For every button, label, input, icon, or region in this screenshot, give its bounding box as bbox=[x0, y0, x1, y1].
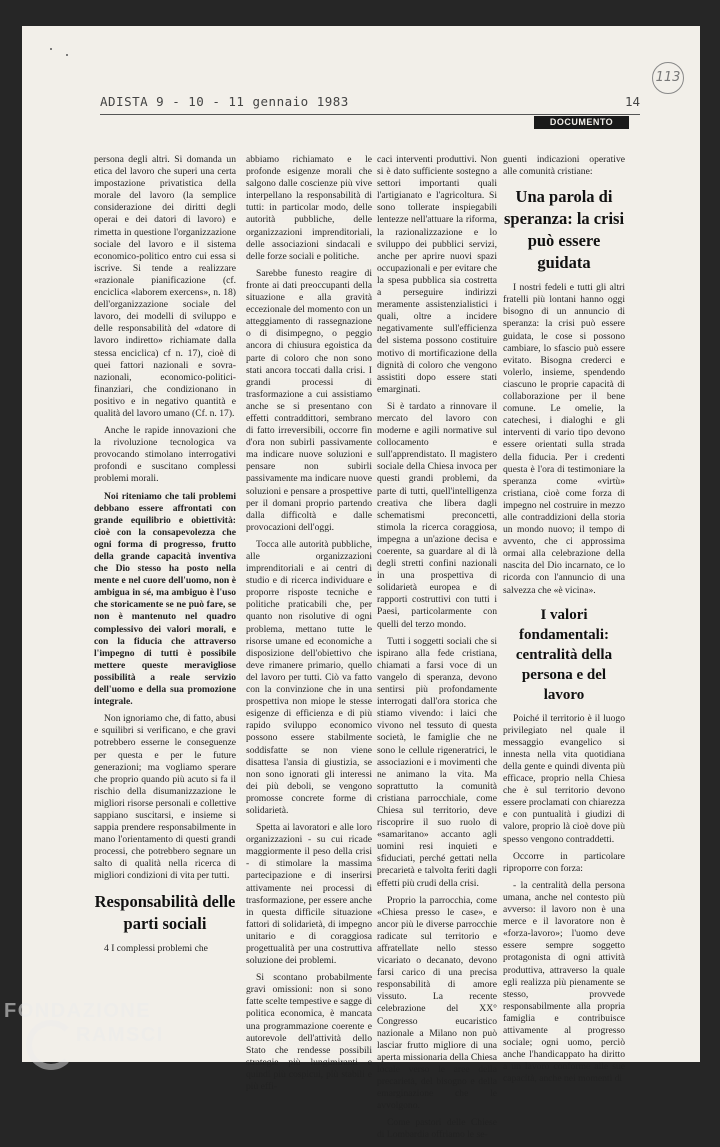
paper-speck bbox=[66, 54, 68, 56]
paragraph: Occorre in particolare riproporre con forza: bbox=[503, 850, 625, 874]
header-rule bbox=[100, 114, 640, 115]
archive-watermark bbox=[0, 996, 300, 1080]
paragraph: Spetta ai lavoratori e alle loro organizzazioni - su cui ricade maggiormente il peso della crisi - di stimolare la massima partecipazione e di inserirsi attivamente nei processi di trasformazione, per essere anche in questa difficile situazione fattori di solidarietà, di impegno unitario e di coraggiosa progettualità per una costruttiva soluzione dei problemi. bbox=[246, 822, 372, 967]
document-page bbox=[22, 26, 700, 1141]
paragraph: Si è tardato a rinnovare il mercato del lavoro con moderne e agili normative sul collocamento e sull'apprendistato. Il magistero sociale della Chiesa invoca per questi grandi problemi, da parte di tutti, quell'intelligenza creativa che libera dagli schematismi preconcetti, stimola la ricerca coraggiosa, impegna a un'azione decisa e coerente, sa guardare al di là degli stretti confini nazionali in una prospettiva di solidarietà europea e di rapporti costruttivi con tutti i Paesi, particolarmente con quelli del terzo mondo. bbox=[377, 400, 497, 630]
paragraph: I nostri fedeli e tutti gli altri fratelli più lontani hanno oggi bisogno di un annuncio di speranza: la crisi può essere guidata, le cose si possono cambiare, lo sfascio può essere evitato. Bisogna crederci e volerlo, insieme, spendendo ciascuno le proprie capacità di collaborazione per il bene comune. Le omelie, la catechesi, i dialoghi e gli interventi di vario tipo devono essere orientati sulla strada della fiducia. Per i credenti questa è l'ora di testimoniare la speranza come «virtù» cristiana, cioè come forza di impegno nel costruire in mezzo alle contraddizioni della storia un mondo nuovo; il tempo di avvento, che ci approssima ormai alla celebrazione della nascita del Dio incarnato, ce lo ricorda con l'annuncio di una salvezza che «è vicina». bbox=[503, 282, 625, 596]
column-4 bbox=[503, 154, 625, 1090]
paragraph: Proprio la parrocchia, come «Chiesa presso le case», e ancor più le diverse parrocchie radicate sul territorio e affratellate nello stesso vicariato o decanato, devono farsi carico di una precisa responsabilità di amore vissuto. La recente celebrazione del XX° Congresso eucaristico nazionale a Milano non può lasciar frutto migliore di una aperta missionaria della Chiesa locale verso le aree della precarietà, del bisogno e della emarginazione che le avvolgono. bbox=[377, 894, 497, 1112]
column-3 bbox=[377, 154, 497, 1147]
page-number: 14 bbox=[624, 94, 640, 109]
paragraph: Non ignoriamo che, di fatto, abusi e squilibri si verificano, e che gravi potrebbero esserne le conseguenze per questa e per le future generazioni; ma vogliamo sperare che proprio quando più acuto si fa il rischio della disumanizzazione le migliori risorse personali e collettive sappiano suscitarsi, e insieme si sappia prendere responsabilmente in mano l'orientamento di questi grandi processi, che potrebbero segnare un salto di qualità nella ricerca di migliori condizioni di vita per tutti. bbox=[94, 713, 236, 882]
watermark-line-2: RAMSCI bbox=[76, 1024, 164, 1046]
section-badge: DOCUMENTO bbox=[534, 116, 629, 129]
paragraph: - la centralità della persona umana, anche nel contesto più avverso: il lavoro non è una merce e il lavoratore non è «forza-lavoro»; l'uomo deve essere sempre soggetto protagonista di ogni attività produttiva, attraverso la quale egli realizza più pienamente se stesso, provvede responsabilmente alla propria famiglia e contribuisce attivamente al progresso sociale; ogni uomo, perciò anche l'handicappato ha diritto a un lavoro conforme alle sue capacità, anche nei momenti di bbox=[503, 879, 625, 1085]
paragraph: Tocca alle autorità pubbliche, alle organizzazioni imprenditoriali e ai centri di studio e di ricerca individuare e proporre risposte tecniche e politiche praticabili che, per quanto non risolutive di ogni problema, mettano tutte le risorse umane ed economiche a disposizione dell'obiettivo che deve rimanere primario, quello del lavoro per tutti. Ciò va fatto con la convinzione che in una prospettiva non miope le stesse esigenze di efficienza e di più rapido sviluppo economico possono essere stabilmente soddisfatte se non viene disattesa l'ansia di giustizia, se non sono ignorati gli interessi dei più deboli, se vengono promosse concrete forme di solidarietà. bbox=[246, 538, 372, 816]
section-heading: Una parola di speranza: la crisi può essere guidata bbox=[503, 187, 625, 273]
paragraph: Sarebbe funesto reagire di fronte ai dati preoccupanti della situazione e alla gravità eccezionale del momento con un atteggiamento di rassegnazione o di disimpegno, o peggio ancora di chiusura egoistica da parte di coloro che non sono stati ancora toccati dalla crisi. I grandi processi di trasformazione a cui assistiamo anche se si presentano con effetti contraddittori, sembrano di fatto irreversibili, occorre fin d'ora non subirli passivamente ma indicare nuove soluzioni e pensare non subirli passivamente ma indicare nuove soluzioni e pensare a prospettive per il domani proprio partendo dalla difficoltà e dalle provocazioni dell'oggi. bbox=[246, 267, 372, 533]
paragraph: Si scontano probabilmente gravi omissioni: non si sono fatte scelte tempestive e sagge di politica economica, è mancata una programmazione coerente e autorevole dell'attività dello Stato che rendesse possibili strategie più lungimiranti e quindi più cospicui, più stabili e più effi- bbox=[246, 972, 372, 1093]
watermark-g-logo-icon bbox=[26, 1020, 76, 1070]
watermark-line-1: FONDAZIONE bbox=[4, 1000, 152, 1022]
page-header bbox=[100, 94, 640, 112]
paper-speck bbox=[50, 48, 52, 50]
section-heading: I valori fondamentali: centralità della persona e del lavoro bbox=[515, 606, 613, 703]
paragraph: abbiamo richiamato e le profonde esigenze morali che salgono dalle coscienze più vive interpellano la responsabilità di tutti: in particolar modo, delle autorità pubbliche, delle organizzazioni imprenditoriali, delle associazioni sindacali e delle forze sociali e politiche. bbox=[246, 154, 372, 262]
archive-number-stamp: 113 bbox=[652, 62, 684, 94]
paragraph: caci interventi produttivi. Non si è dato sufficiente sostegno a settori importanti quali l'artigianato e l'agricoltura. Si sono tollerate inspiegabili lentezze nell'attuare la riforma, la razionalizzazione e lo sviluppo dei pubblici servizi, anche per aprire nuovi spazi occupazionali e per evitare che la spesa pubblica sia costretta a perseguire indirizzi meramente assistenzialistici i quali, oltre a incidere negativamente sull'efficienza del sistema possono costituire motivo di mortificazione della dignità di coloro che vengono assistiti dopo essere stati emarginati. bbox=[377, 154, 497, 395]
paragraph: guenti indicazioni operative alle comunità cristiane: bbox=[503, 154, 625, 178]
column-1 bbox=[94, 154, 236, 960]
paragraph: Poiché il territorio è il luogo privilegiato nel quale il messaggio evangelico si innesta nella vita quotidiana della gente e quindi diventa più efficace, proprio nella Chiesa che è sul territorio devono essere proclamati con chiarezza e con puntualità i giudizi di valore, proprio là cioè dove più spesso vengono contraddetti. bbox=[503, 712, 625, 845]
paragraph: Come pastori delle Chiese di Lombardia offriamo le se- bbox=[377, 1117, 497, 1141]
bold-paragraph: Noi riteniamo che tali problemi debbano essere affrontati con grande equilibrio e obiettività: cioè con la consapevolezza che ogni forma di progresso, frutto della grande capacità inventiva che Dio stesso ha posto nella mente e nel cuore dell'uomo, non è ambigua in sé, ma ambiguo è l'uso che storicamente se ne può fare, se non è mantenuto nel quadro complessivo dei valori morali, e con la fiducia che attraverso l'impegno di tutti è possibile mettere queste meravigliose possibilità a reale servizio dell'uomo e della sua promozione integrale. bbox=[94, 490, 236, 708]
paragraph: persona degli altri. Si domanda un etica del lavoro che superi una certa impostazione privatistica della morale del lavoro (la semplice considerazione dei diritti degli operai e dei datori di lavoro) e rimetta in questione l'organizzazione sociale del lavoro e il sistema economico-politico entro cui essa si iscrive. Si tende a realizzare «razionale pianificazione (cf. enciclica «laborem exercens», n. 18) dell'organizzazione sociale del lavoro, dei modelli di sviluppo e delle responsabilità del «datore di lavoro indiretto» richiamate dalla stessa enciclica) cf n. 17), cioè di quei fattori nazionali e sovra-nazionali, economico-politici-finanziari, che condizionano in positivo e in negativo quantità e qualità del lavoro umano (Cf. n. 17). bbox=[94, 154, 236, 419]
paragraph: Anche le rapide innovazioni che la rivoluzione tecnologica va provocando stimolano interrogativi profondi e suscitano complessi problemi morali. bbox=[94, 425, 236, 485]
column-2 bbox=[246, 154, 372, 1098]
paragraph: 4 I complessi problemi che bbox=[104, 942, 208, 954]
issue-date: ADISTA 9 - 10 - 11 gennaio 1983 bbox=[100, 94, 349, 109]
paragraph: Tutti i soggetti sociali che si ispirano alla fede cristiana, chiamati a farsi voce di un vangelo di speranza, devono sentirsi più profondamente interrogati dall'ora storica che stiamo vivendo: i laici che vivono nel tessuto di questa società, le famiglie che ne sono le cellule rigeneratrici, le associazioni e i movimenti che ne animano la vita. Ma soprattutto la comunità cristiana parrocchiale, come Chiesa sul territorio, deve riscoprire il suo ruolo di «samaritano» accanto agli uomini resi inquieti e sfiduciati, perché gettati nella precarietà e talvolta feriti dagli effetti più crudi della crisi. bbox=[377, 635, 497, 889]
section-heading: Responsabilità delle parti sociali bbox=[94, 891, 236, 933]
